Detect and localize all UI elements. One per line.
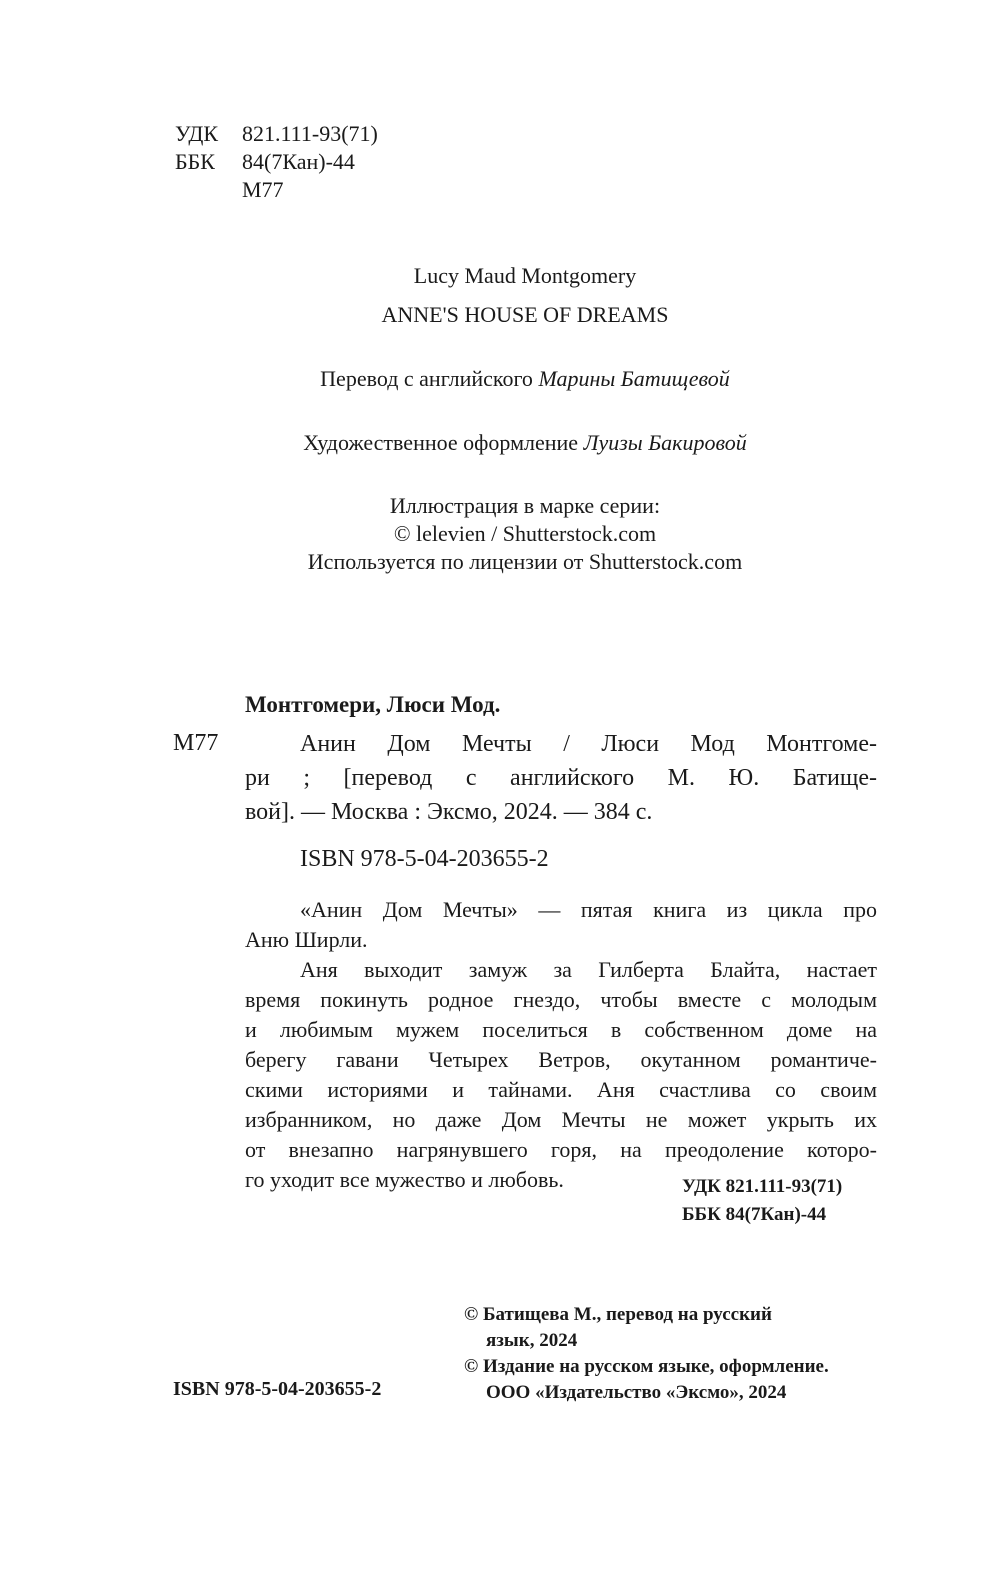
- copyright-line: © Батищева М., перевод на русский: [464, 1304, 772, 1325]
- annotation: [245, 895, 877, 1195]
- annotation-line: Аню Ширли.: [245, 927, 368, 952]
- illustration-line: © lelevien / Shutterstock.com: [393, 521, 657, 546]
- classification-block: [175, 120, 378, 204]
- annotation-line: скими историями и тайнами. Аня счастлива со своим: [245, 1077, 877, 1102]
- copyright-line: ООО «Издательство «Эксмо», 2024: [486, 1382, 787, 1403]
- annotation-line: го уходит все мужество и любовь.: [245, 1167, 564, 1192]
- illustration-credit: [0, 492, 1000, 576]
- annotation-udk: УДК 821.111-93(71): [682, 1176, 843, 1197]
- record-line: Анин Дом Мечты / Люси Мод Монтгоме-: [300, 731, 877, 757]
- record-line: ри ; [перевод с английского М. Ю. Батище-: [245, 765, 877, 791]
- original-author: Lucy Maud Montgomery: [413, 263, 637, 288]
- copyright-line: © Издание на русском языке, оформление.: [464, 1356, 829, 1377]
- isbn-bottom: ISBN 978-5-04-203655-2: [173, 1378, 382, 1400]
- annotation-line: «Анин Дом Мечты» — пятая книга из цикла про: [300, 897, 877, 922]
- illustration-line: Используется по лицензии от Shutterstock.com: [307, 549, 743, 574]
- annotation-bbk: ББК 84(7Кан)-44: [682, 1204, 827, 1225]
- bbk-row: [175, 148, 378, 176]
- udk-row: [175, 120, 378, 148]
- annotation-line: берегу гавани Четырех Ветров, окутанном романтиче-: [245, 1047, 877, 1072]
- designer-name: Луизы Бакировой: [583, 430, 747, 455]
- udk-value: 821.111-93(71): [242, 121, 378, 146]
- bibliographic-record: [245, 727, 877, 829]
- annotation-line: Аня выходит замуж за Гилберта Блайта, настает: [300, 957, 877, 982]
- original-title: ANNE'S HOUSE OF DREAMS: [381, 302, 669, 327]
- udk-label: УДК: [175, 121, 219, 146]
- record-line: вой]. — Москва : Эксмо, 2024. — 384 с.: [245, 799, 653, 825]
- record-author-mark: М77: [173, 730, 219, 756]
- translation-credit: [0, 366, 1000, 392]
- design-credit: [0, 430, 1000, 456]
- bbk-value: 84(7Кан)-44: [242, 149, 355, 174]
- illustration-line: Иллюстрация в марке серии:: [389, 493, 661, 518]
- translator-name: Марины Батищевой: [538, 366, 730, 391]
- author-mark: М77: [242, 177, 284, 202]
- annotation-line: и любимым мужем поселиться в собственном доме на: [245, 1017, 877, 1042]
- annotation-classification: [682, 1173, 842, 1229]
- annotation-line: время покинуть родное гнездо, чтобы вместе с молодым: [245, 987, 877, 1012]
- bbk-label: ББК: [175, 149, 215, 174]
- translation-prefix: Перевод с английского: [320, 366, 533, 391]
- copyright-line: язык, 2024: [486, 1330, 578, 1351]
- annotation-line: от внезапно нагрянувшего горя, на преодоление которо-: [245, 1137, 877, 1162]
- author-mark-row: [175, 176, 378, 204]
- record-author-heading: Монтгомери, Люси Мод.: [245, 692, 501, 717]
- design-prefix: Художественное оформление: [303, 430, 579, 455]
- annotation-line: избранником, но даже Дом Мечты не может укрыть их: [245, 1107, 877, 1132]
- record-isbn: ISBN 978-5-04-203655-2: [300, 846, 549, 872]
- copyright-notice: [464, 1302, 829, 1406]
